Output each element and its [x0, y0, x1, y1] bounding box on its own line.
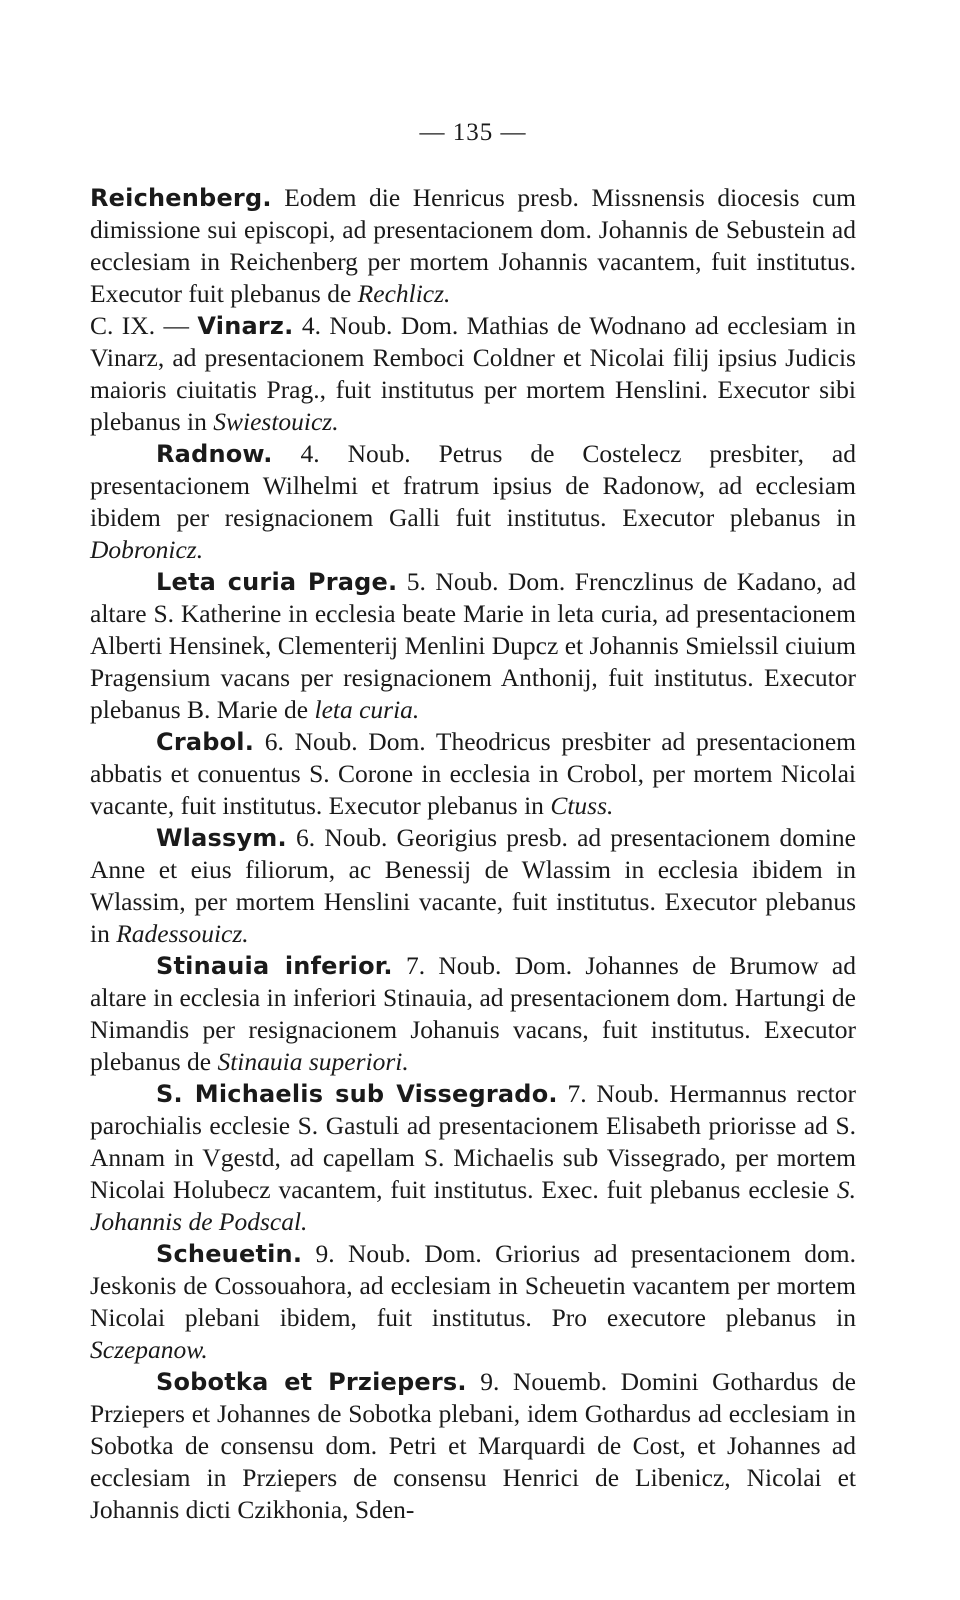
entry-scheuetin — [90, 1238, 856, 1366]
entry-executor-place: Swiestouicz. — [213, 407, 339, 436]
entry-vinarz — [90, 310, 856, 438]
entry-leta-curia — [90, 566, 856, 726]
chapter-marker: C. IX. — — [90, 311, 198, 340]
entry-text: 6. Noub. Georigius presb. ad presentacionem domine Anne et eius filiorum, ac Benessij de Wlassim in ecclesia ibidem in Wlassim, per mortem Henslini vacante, fuit institutus. Executor plebanus in — [90, 823, 856, 948]
entry-text: 7. Noub. Dom. Johannes de Brumow ad altare in ecclesia in inferiori Stinauia, ad presentacionem dom. Hartungi de Nimandis per resignacionem Johanuis vacans, fuit institutus. Executor plebanus de — [90, 951, 856, 1076]
entry-executor-place: leta curia. — [314, 695, 420, 724]
entry-executor-place: Radessouicz. — [116, 919, 249, 948]
entry-text: 4. Noub. Dom. Mathias de Wodnano ad ecclesiam in Vinarz, ad presentacionem Remboci Coldner et Nicolai filij ipsius Judicis maioris ciuitatis Prag., fuit institutus per mortem Henslini. Executor sibi plebanus in — [90, 311, 856, 436]
entry-sobotka — [90, 1366, 856, 1526]
entry-executor-place: Ctuss. — [550, 791, 614, 820]
entry-text: 5. Noub. Dom. Frenczlinus de Kadano, ad altare S. Katherine in ecclesia beate Marie in leta curia, ad presentacionem Alberti Hensinek, Clementerij Menlini Dupcz et Johannis Smielssil ciuium Pragensium vacans per resignacionem Anthonij, fuit institutus. Executor plebanus B. Marie de — [90, 567, 856, 724]
entry-text: 7. Noub. Hermannus rector parochialis ecclesie S. Gastuli ad presentacionem Elisabeth priorisse ad S. Annam in Vgestd, ad capellam S. Michaelis sub Vissegrado, per mortem Nicolai Holubecz vacantem, fuit institutus. Exec. fuit plebanus ecclesie — [90, 1079, 856, 1204]
entry-crabol — [90, 726, 856, 822]
entry-heading: Vinarz. — [197, 312, 294, 340]
entry-radnow — [90, 438, 856, 566]
entry-wlassym — [90, 822, 856, 950]
entry-heading: Wlassym. — [156, 824, 287, 852]
entry-heading: Leta curia Prage. — [156, 568, 398, 596]
entry-heading: Reichenberg. — [90, 184, 272, 212]
entry-heading: S. Michaelis sub Vissegrado. — [156, 1080, 558, 1108]
entry-heading: Scheuetin. — [156, 1240, 303, 1268]
entry-heading: Stinauia inferior. — [156, 952, 393, 980]
document-page — [90, 118, 856, 1526]
entry-text: 6. Noub. Dom. Theodricus presbiter ad presentacionem abbatis et conuentus S. Corone in ecclesia in Crobol, per mortem Nicolai vacante, fuit institutus. Executor plebanus in — [90, 727, 856, 820]
entry-executor-place: Rechlicz. — [357, 279, 451, 308]
entry-heading: Sobotka et Prziepers. — [156, 1368, 467, 1396]
entry-text: 4. Noub. Petrus de Costelecz presbiter, ad presentacionem Wilhelmi et fratrum ipsius de Radonow, ad ecclesiam ibidem per resignacionem Galli fuit institutus. Executor plebanus in — [90, 439, 856, 532]
entry-executor-place: Dobronicz. — [90, 535, 204, 564]
entry-s-michaelis — [90, 1078, 856, 1238]
entry-stinauia-inferior — [90, 950, 856, 1078]
entry-executor-place: Stinauia superiori. — [217, 1047, 409, 1076]
entry-executor-place: Sczepanow. — [90, 1335, 208, 1364]
page-number: — 135 — — [419, 119, 527, 146]
entry-reichenberg — [90, 182, 856, 310]
entry-heading: Radnow. — [156, 440, 273, 468]
entry-text: 9. Nouemb. Domini Gothardus de Prziepers et Johannes de Sobotka plebani, idem Gothardus ad ecclesiam in Sobotka de consensu dom. Petri et Marquardi de Cost, et Johannes ad ecclesiam in Prziepers de consensu Henrici de Libenicz, Nicolai et Johannis dicti Czikhonia, Sden- — [90, 1367, 856, 1524]
entry-text: 9. Noub. Dom. Griorius ad presentacionem dom. Jeskonis de Cossouahora, ad ecclesiam in Scheuetin vacantem per mortem Nicolai plebani ibidem, fuit institutus. Pro executore plebanus in — [90, 1239, 856, 1332]
entry-heading: Crabol. — [156, 728, 255, 756]
entry-text: Eodem die Henricus presb. Missnensis diocesis cum dimissione sui episcopi, ad presentacionem dom. Johannis de Sebustein ad ecclesiam in Reichenberg per mortem Johannis vacantem, fuit institutus. Executor fuit plebanus de — [90, 183, 856, 308]
entry-executor-place: S. Johannis de Podscal. — [90, 1175, 856, 1236]
